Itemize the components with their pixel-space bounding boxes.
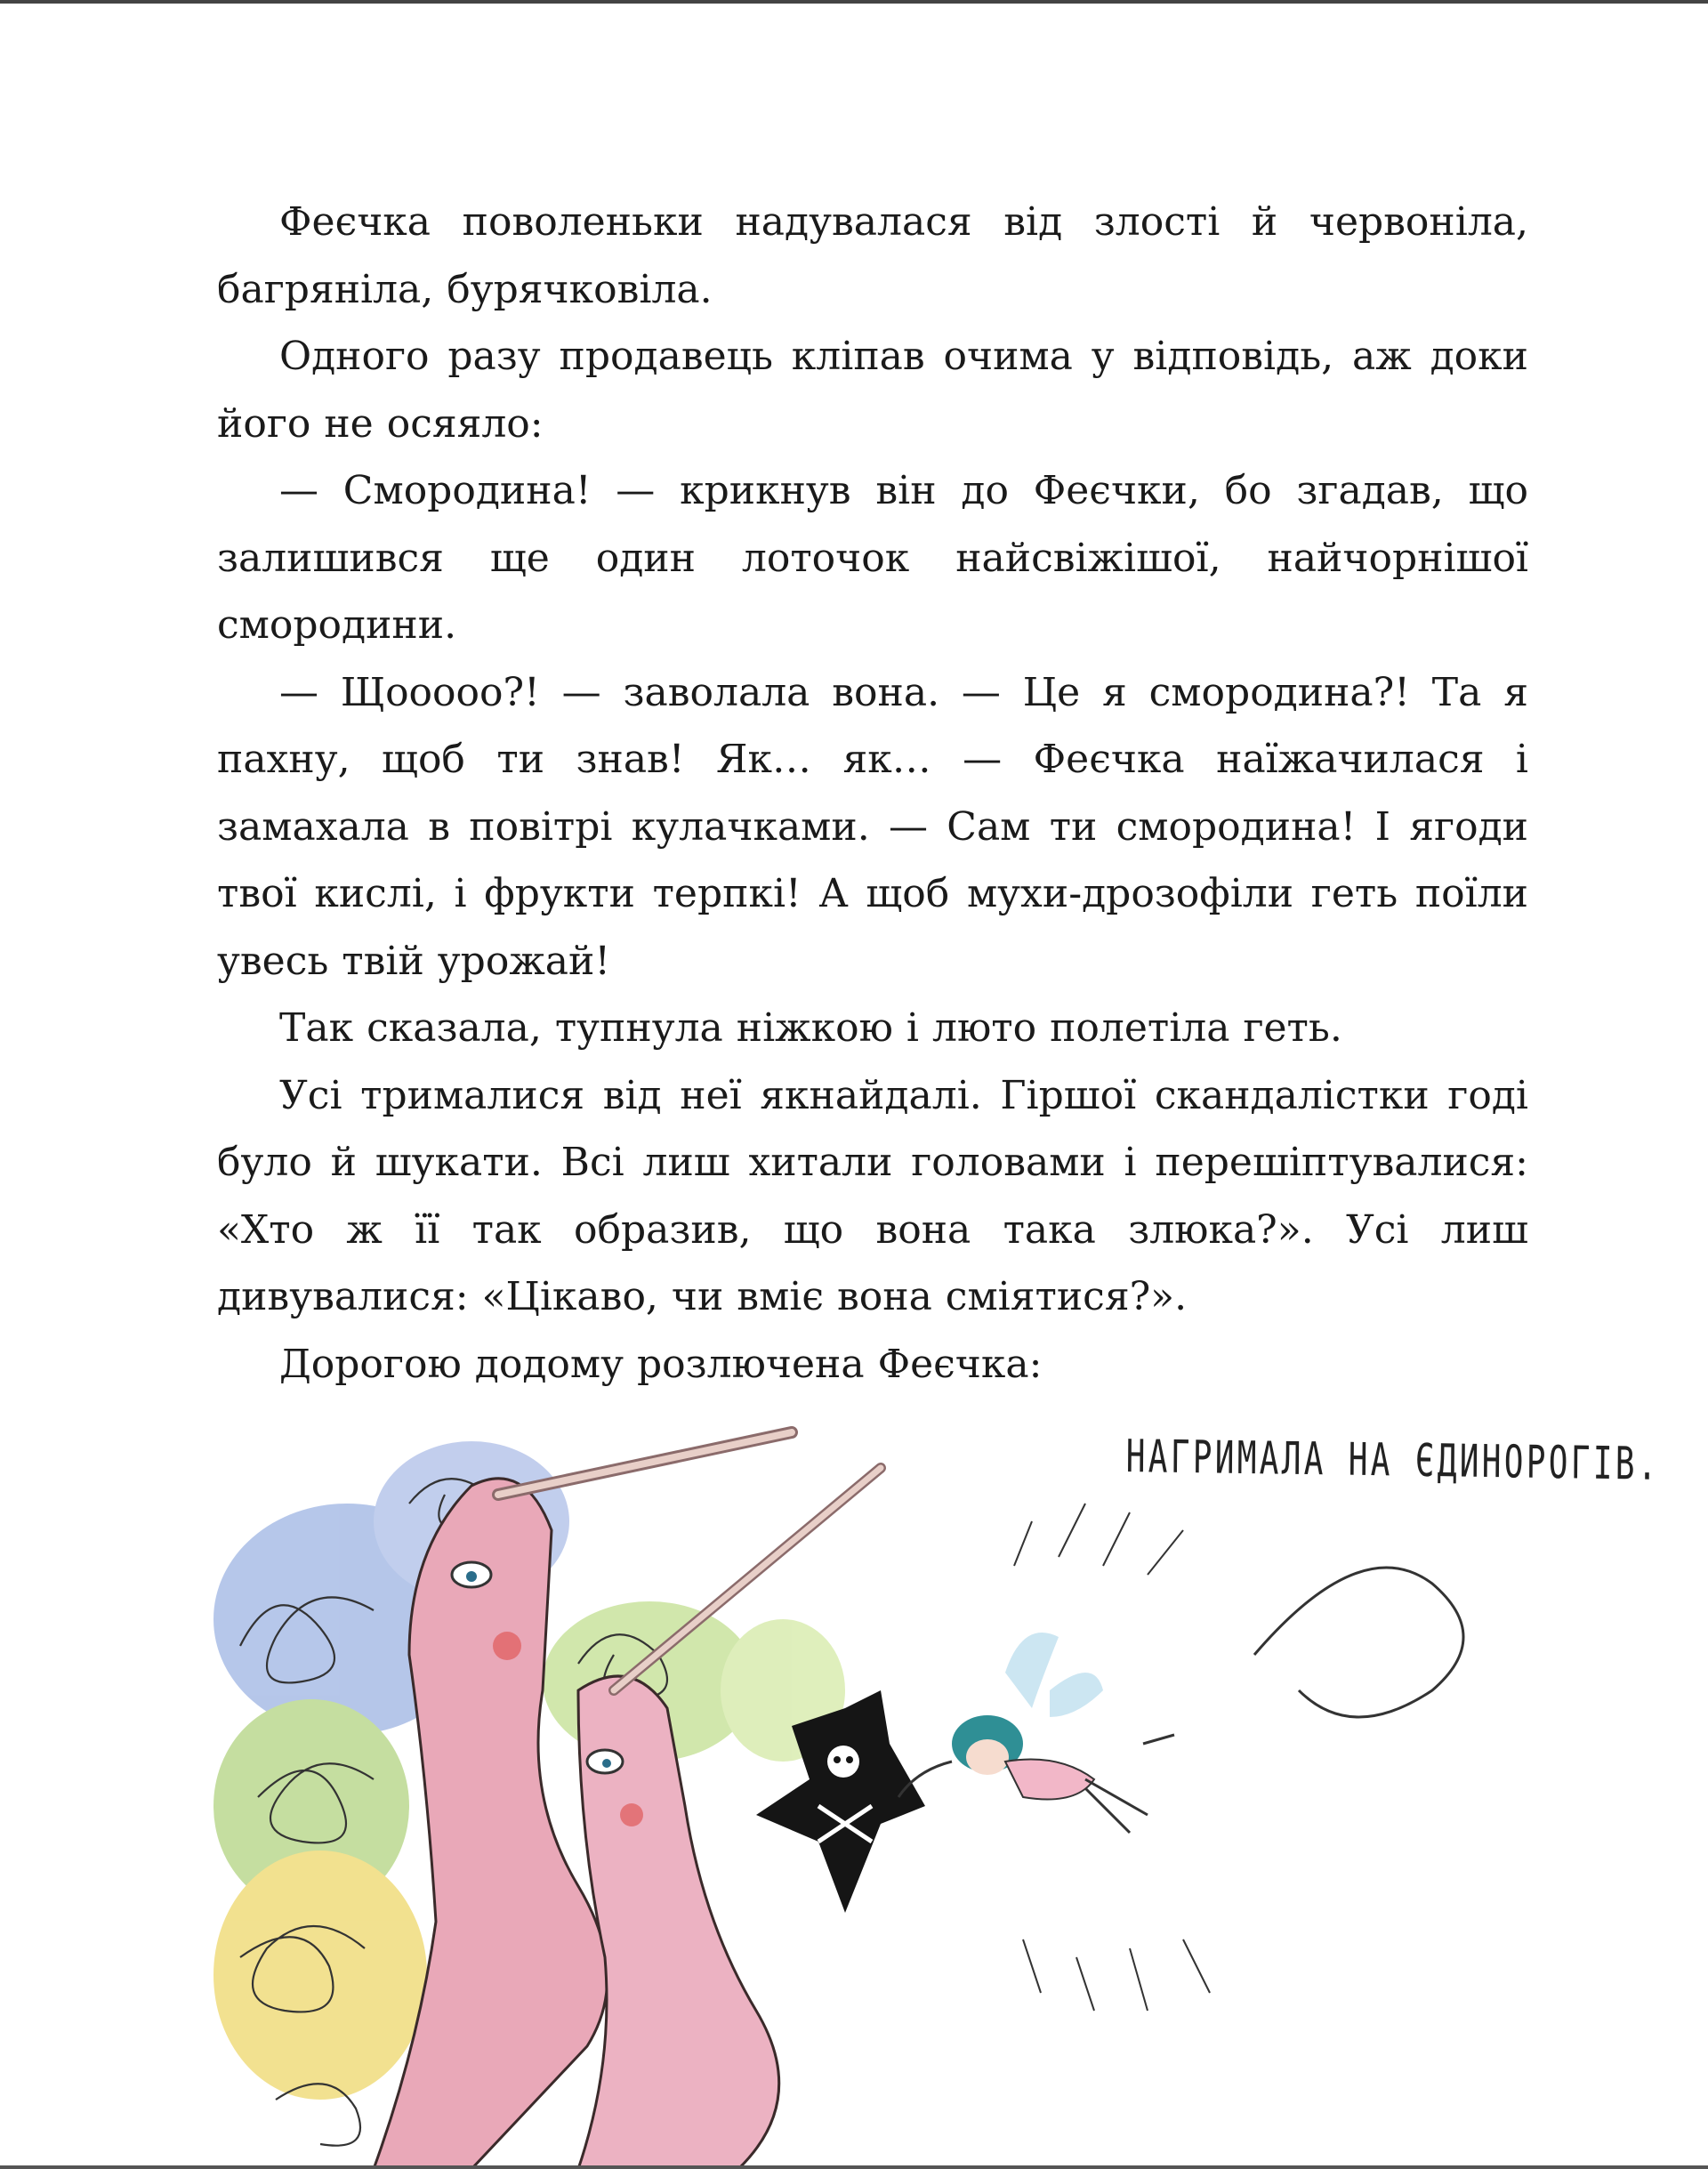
flight-loop: [1254, 1568, 1463, 1717]
motion-lines: [1014, 1504, 1210, 2011]
paragraph: — Смородина! — крикнув він до Феєчки, бо згадав, що залишився ще один лоточок найсвіжішої, найчорнішої смородини.: [217, 468, 1528, 648]
paragraph: Так сказала, тупнула ніжкою і люто полетіла геть.: [279, 1005, 1342, 1051]
paragraph: Одного разу продавець кліпав очима у відповідь, аж доки його не осяяло:: [217, 334, 1528, 447]
fairy-illustration: [898, 1633, 1174, 1833]
bottom-rule: [0, 2165, 1708, 2169]
paragraph: Феєчка поволеньки надувалася від злості й червоніла, багряніла, бурячковіла.: [217, 199, 1528, 312]
story-text: [217, 189, 1528, 1398]
illustration-caption: НАГРИМАЛА НА ЄДИНОРОГІВ.: [1125, 1431, 1661, 1491]
illustration: [205, 1423, 1661, 2169]
paragraph: Усі трималися від неї якнайдалі. Гіршої скандалістки годі було й шукати. Всі лиш хитали головами і перешіптувалися: «Хто ж її так образив, що вона така злюка?». Усі лиш дивувалися: «Цікаво, чи вміє вона сміятися?».: [217, 1072, 1528, 1319]
paragraph: Дорогою додому розлючена Феєчка:: [279, 1341, 1043, 1387]
top-rule: [0, 0, 1708, 4]
paragraph: — Щооооо?! — заволала вона. — Це я смородина?! Та я пахну, щоб ти знав! Як… як… — Феєчка наїжачилася і замахала в повітрі кулачками. — Сам ти смородина! І ягоди твої кислі, і фрукти терпкі! А щоб мухи-дрозофіли геть поїли увесь твій урожай!: [217, 669, 1528, 984]
